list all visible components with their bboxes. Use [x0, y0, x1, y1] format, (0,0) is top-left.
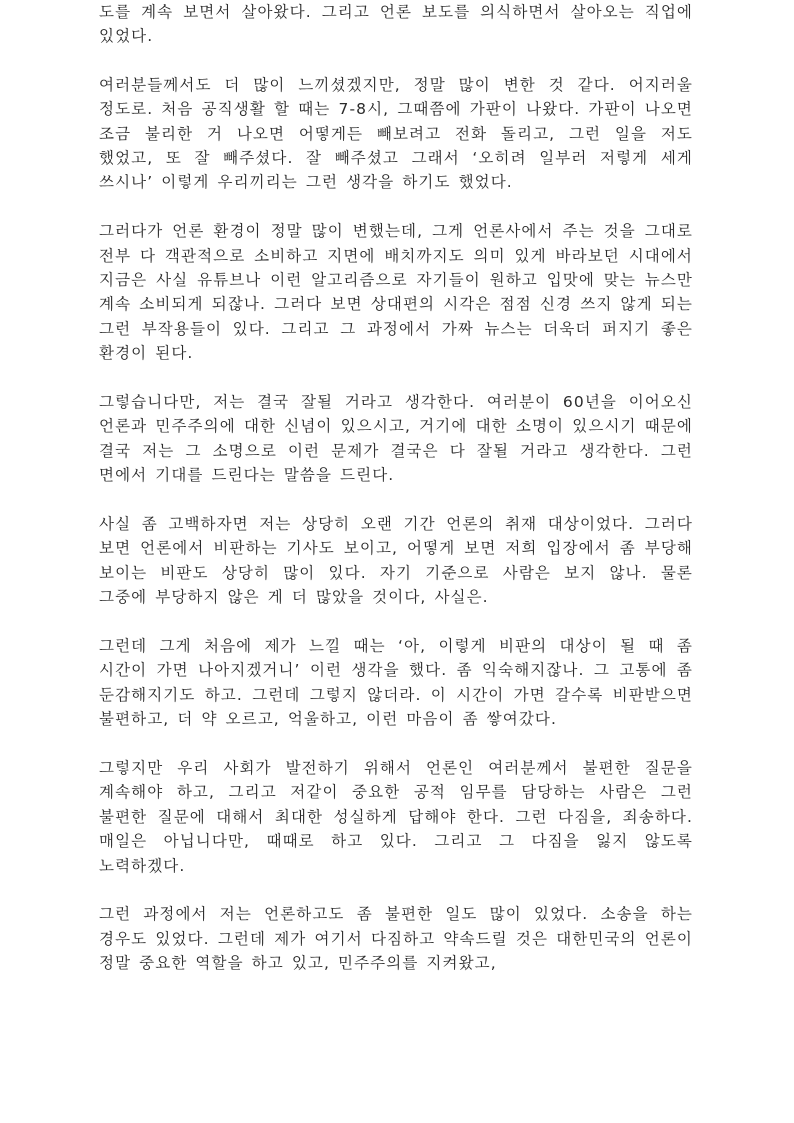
paragraph: 여러분들께서도 더 많이 느끼셨겠지만, 정말 많이 변한 것 같다. 어지러울 정도로. 처음 공직생활 할 때는 7-8시, 그때쯤에 가판이 나왔다. 가판이 나오면 조금 불리한 거 나오면 어떻게든 빼보려고 전화 돌리고, 그런 일을 저도 했었고, 또 잘 빼주셨다. 잘 빼주셨고 그래서 ‘오히려 일부러 저렇게 세게 쓰시나’ 이렇게 우리끼리는 그런 생각을 하기도 했었다. [99, 75, 693, 192]
paragraph: 그렇지만 우리 사회가 발전하기 위해서 언론인 여러분께서 불편한 질문을 계속해야 하고, 그리고 저같이 중요한 공적 임무를 담당하는 사람은 그런 불편한 질문에 대해서 최대한 성실하게 답해야 한다. 그런 다짐을, 죄송하다. 매일은 아닙니다만, 때때로 하고 있다. 그리고 그 다짐을 잃지 않도록 노력하겠다. [99, 759, 693, 875]
paragraph: 도를 계속 보면서 살아왔다. 그리고 언론 보도를 의식하면서 살아오는 직업에 있었다. [99, 2, 693, 45]
paragraph: 사실 좀 고백하자면 저는 상당히 오랜 기간 언론의 취재 대상이었다. 그러다 보면 언론에서 비판하는 기사도 보이고, 어떻게 보면 저희 입장에서 좀 부당해 보이는 비판도 상당히 많이 있다. 자기 기준으로 사람은 보지 않나. 물론 그중에 부당하지 않은 게 더 많았을 것이다, 사실은. [99, 514, 693, 607]
paragraph: 그러다가 언론 환경이 정말 많이 변했는데, 그게 언론사에서 주는 것을 그대로 전부 다 객관적으로 소비하고 지면에 배치까지도 의미 있게 바라보던 시대에서 지금은 사실 유튜브나 이런 알고리즘으로 자기들이 원하고 입맛에 맞는 뉴스만 계속 소비되게 되잖나. 그러다 보면 상대편의 시각은 점점 신경 쓰지 않게 되는 그런 부작용들이 있다. 그리고 그 과정에서 가짜 뉴스는 더욱더 퍼지기 좋은 환경이 된다. [99, 222, 693, 363]
document-page [99, 0, 693, 1000]
paragraph: 그런 과정에서 저는 언론하고도 좀 불편한 일도 많이 있었다. 소송을 하는 경우도 있었다. 그런데 제가 여기서 다짐하고 약속드릴 것은 대한민국의 언론이 정말 중요한 역할을 하고 있고, 민주주의를 지켜왔고, [99, 905, 693, 973]
paragraph: 그렇습니다만, 저는 결국 잘될 거라고 생각한다. 여러분이 60년을 이어오신 언론과 민주주의에 대한 신념이 있으시고, 거기에 대한 소명이 있으시기 때문에 결국 저는 그 소명으로 이런 문제가 결국은 다 잘될 거라고 생각한다. 그런 면에서 기대를 드린다는 말씀을 드린다. [99, 392, 693, 485]
paragraph: 그런데 그게 처음에 제가 느낄 때는 ‘아, 이렇게 비판의 대상이 될 때 좀 시간이 가면 나아지겠거니’ 이런 생각을 했다. 좀 익숙해지잖나. 그 고통에 좀 둔감해지기도 하고. 그런데 그렇지 않더라. 이 시간이 가면 갈수록 비판받으면 불편하고, 더 약 오르고, 억울하고, 이런 마음이 좀 쌓여갔다. [99, 636, 693, 729]
